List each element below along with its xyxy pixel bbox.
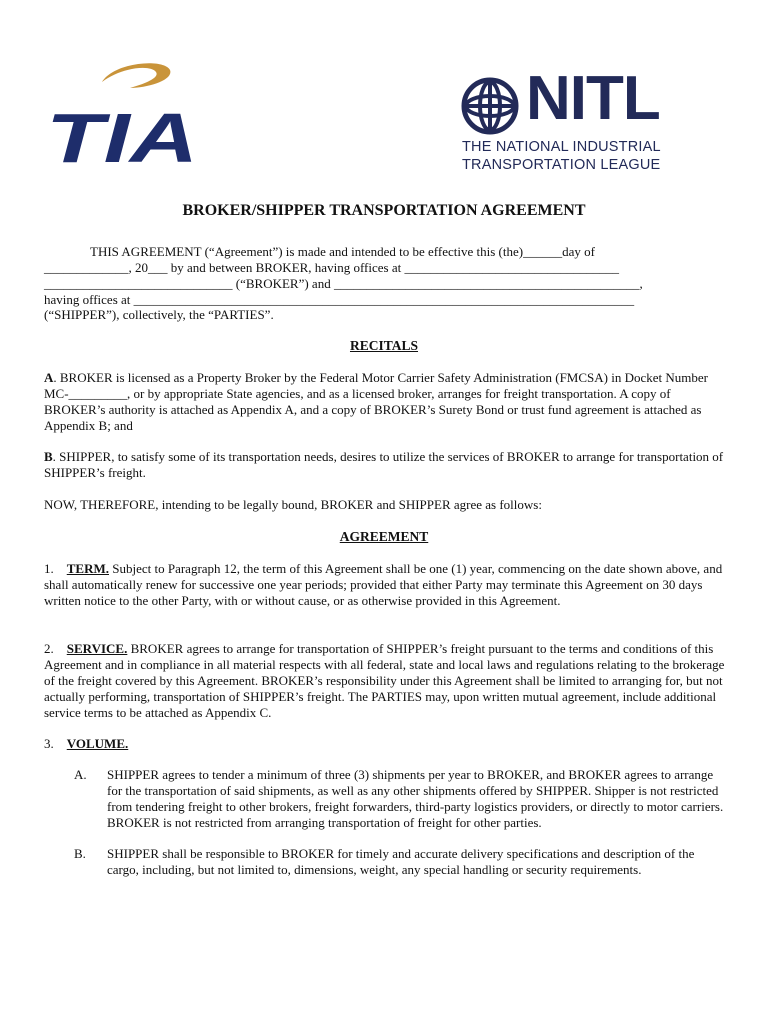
section-term [44,561,728,609]
now-therefore: NOW, THEREFORE, intending to be legally bound, BROKER and SHIPPER agree as follows: [44,497,542,512]
nitl-subtitle-line2: TRANSPORTATION LEAGUE [462,157,661,173]
term-title: TERM. [66,561,109,576]
recital-a-text: . BROKER is licensed as a Property Broker by the Federal Motor Carrier Safety Administration (FMCSA) in Docket Number MC-_________, or by appropriate State agencies, and as a licensed broker, arranges for freight transportation. A copy of BROKER’s authority is attached as Appendix A, and a copy of BROKER’s Surety Bond or trust fund agreement is attached as Appendix B; and [44,370,708,433]
intro-line-4: having offices at _____________________________________________________________________________ [44,292,635,307]
volume-b-label: B. [74,846,86,861]
recital-b-text: . SHIPPER, to satisfy some of its transportation needs, desires to utilize the services of BROKER to arrange for transportation of SHIPPER’s freight. [44,449,724,480]
intro-line-1: THIS AGREEMENT (“Agreement”) is made and intended to be effective this (the)______day of [90,244,595,259]
service-title: SERVICE. [66,641,128,656]
volume-b-text: SHIPPER shall be responsible to BROKER for timely and accurate delivery specifications and description of the cargo, including, but not limited to, dimensions, weight, any special handling or security requirements. [107,846,695,877]
recital-a [44,370,728,434]
nitl-subtitle [462,138,692,174]
volume-number: 3. [44,736,54,751]
recital-b [44,449,728,481]
nitl-logo [460,64,690,176]
intro-line-3: _____________________________ (“BROKER”) and _______________________________________________, [44,276,643,291]
volume-a-label: A. [74,767,87,782]
tia-logo [44,58,204,168]
term-text: Subject to Paragraph 12, the term of this Agreement shall be one (1) year, commencing on the date shown above, and shall automatically renew for successive one year periods; provided that either Party may terminate this Agreement on 30 days written notice to the other Party, with or without cause, or as otherwise provided in this Agreement. [44,561,723,608]
document-title: BROKER/SHIPPER TRANSPORTATION AGREEMENT [182,202,586,219]
recital-b-label: B [44,449,53,464]
section-service [44,641,728,721]
nitl-subtitle-line1: THE NATIONAL INDUSTRIAL [462,139,661,155]
tia-logo-text: TIA [46,99,198,168]
service-number: 2. [44,641,54,656]
nitl-emblem-icon [460,76,520,136]
service-text: BROKER agrees to arrange for transportation of SHIPPER’s freight pursuant to the terms and conditions of this Agreement and in compliance in all material respects with all federal, state and local laws and regulations relating to the brokerage of the freight covered by this Agreement. BROKER’s responsibility under this Agreement shall be limited to arranging for, but not actually performing, transportation of SHIPPER’s freight. The PARTIES may, upon written mutual agreement, include additional service terms to be attached as Appendix C. [44,641,725,720]
volume-title: VOLUME. [66,736,129,751]
recitals-heading: RECITALS [349,338,419,353]
nitl-name: NITL [526,64,660,133]
intro-line-5: (“SHIPPER”), collectively, the “PARTIES”. [44,307,274,322]
agreement-heading: AGREEMENT [339,529,429,544]
term-number: 1. [44,561,54,576]
intro-line-2: _____________, 20___ by and between BROKER, having offices at _________________________________ [44,260,619,275]
volume-a-text: SHIPPER agrees to tender a minimum of three (3) shipments per year to BROKER, and BROKER agrees to arrange for the transportation of said shipments, as well as any other shipments offered by SHIPPER. Shipper is not restricted from tendering freight to other brokers, freight forwarders, third-party logistics providers, or directly to motor carriers. BROKER is not restricted from arranging transportation of freight for other parties. [107,767,724,830]
section-volume [44,736,728,752]
recital-a-label: A [44,370,54,385]
